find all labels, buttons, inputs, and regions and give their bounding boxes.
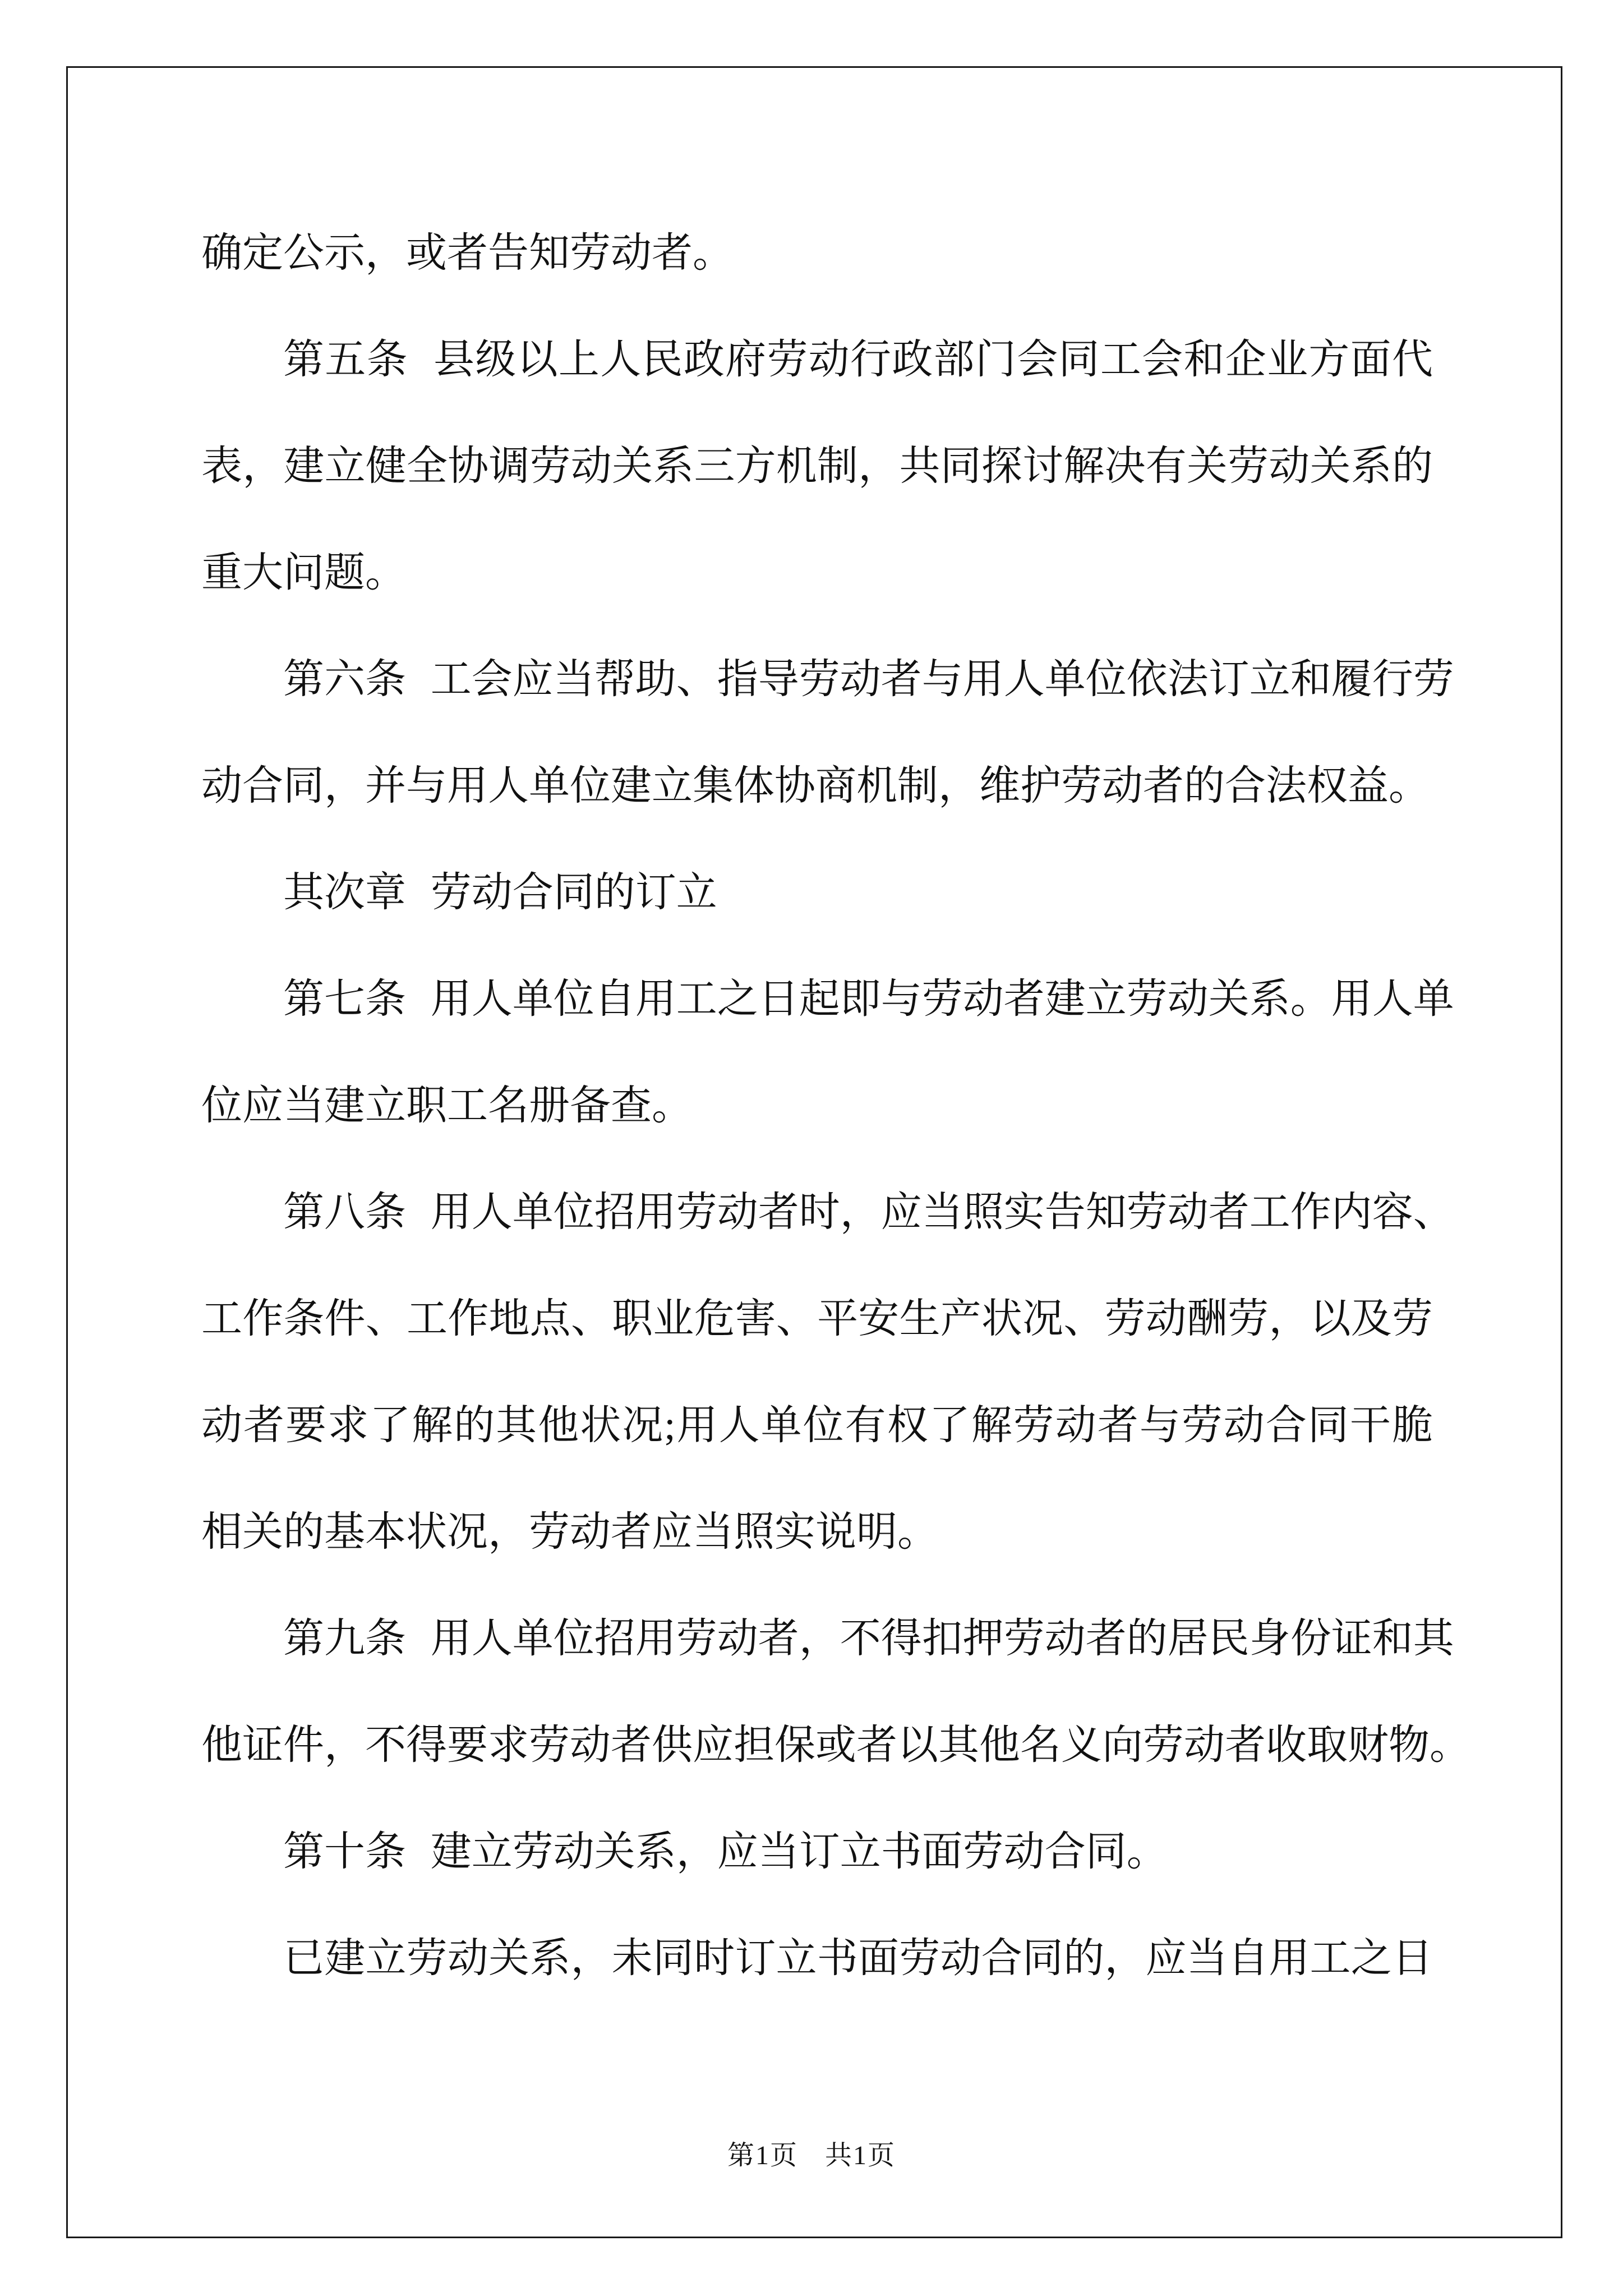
article-8-paragraph bbox=[201, 1159, 1454, 1585]
text-line: 其次章 劳动合同的订立 bbox=[283, 869, 717, 915]
text-line: 第八条 用人单位招用劳动者时，应当照实告知劳动者工作内容、 bbox=[283, 1189, 1454, 1235]
chapter-heading bbox=[201, 839, 1433, 946]
article-5-paragraph bbox=[201, 306, 1433, 626]
text-line: 重大问题。 bbox=[201, 550, 406, 595]
text-line: 他证件，不得要求劳动者供应担保或者以其他名义向劳动者收取财物。 bbox=[201, 1722, 1470, 1768]
text-line: 动者要求了解的其他状况;用人单位有权了解劳动者与劳动合同干脆 bbox=[201, 1402, 1433, 1448]
text-line: 第六条 工会应当帮助、指导劳动者与用人单位依法订立和履行劳 bbox=[283, 656, 1454, 702]
paragraph-continuation bbox=[201, 200, 1433, 306]
text-line: 第九条 用人单位招用劳动者，不得扣押劳动者的居民身份证和其 bbox=[283, 1616, 1454, 1661]
text-line: 第五条 县级以上人民政府劳动行政部门会同工会和企业方面代 bbox=[283, 337, 1433, 382]
text-line: 第七条 用人单位自用工之日起即与劳动者建立劳动关系。用人单 bbox=[283, 976, 1454, 1022]
text-line: 第十条 建立劳动关系，应当订立书面劳动合同。 bbox=[283, 1829, 1168, 1874]
article-10-paragraph bbox=[201, 1798, 1433, 1905]
text-line: 表，建立健全协调劳动关系三方机制，共同探讨解决有关劳动关系的 bbox=[201, 443, 1433, 489]
document-body bbox=[201, 200, 1470, 2012]
article-9-paragraph bbox=[201, 1585, 1470, 1798]
page-footer bbox=[0, 2139, 1623, 2173]
article-6-paragraph bbox=[201, 626, 1454, 839]
article-10-continued-paragraph bbox=[201, 1905, 1433, 2012]
page-number: 第1页 bbox=[727, 2141, 798, 2170]
text-line: 位应当建立职工名册备查。 bbox=[201, 1083, 693, 1128]
text-line: 确定公示，或者告知劳动者。 bbox=[201, 230, 734, 275]
text-line: 工作条件、工作地点、职业危害、平安生产状况、劳动酬劳，以及劳 bbox=[201, 1296, 1433, 1341]
article-7-paragraph bbox=[201, 946, 1454, 1159]
text-line: 已建立劳动关系，未同时订立书面劳动合同的，应当自用工之日 bbox=[283, 1935, 1433, 1981]
text-line: 相关的基本状况，劳动者应当照实说明。 bbox=[201, 1509, 938, 1554]
page-total: 共1页 bbox=[825, 2141, 896, 2170]
text-line: 动合同，并与用人单位建立集体协商机制，维护劳动者的合法权益。 bbox=[201, 763, 1430, 808]
